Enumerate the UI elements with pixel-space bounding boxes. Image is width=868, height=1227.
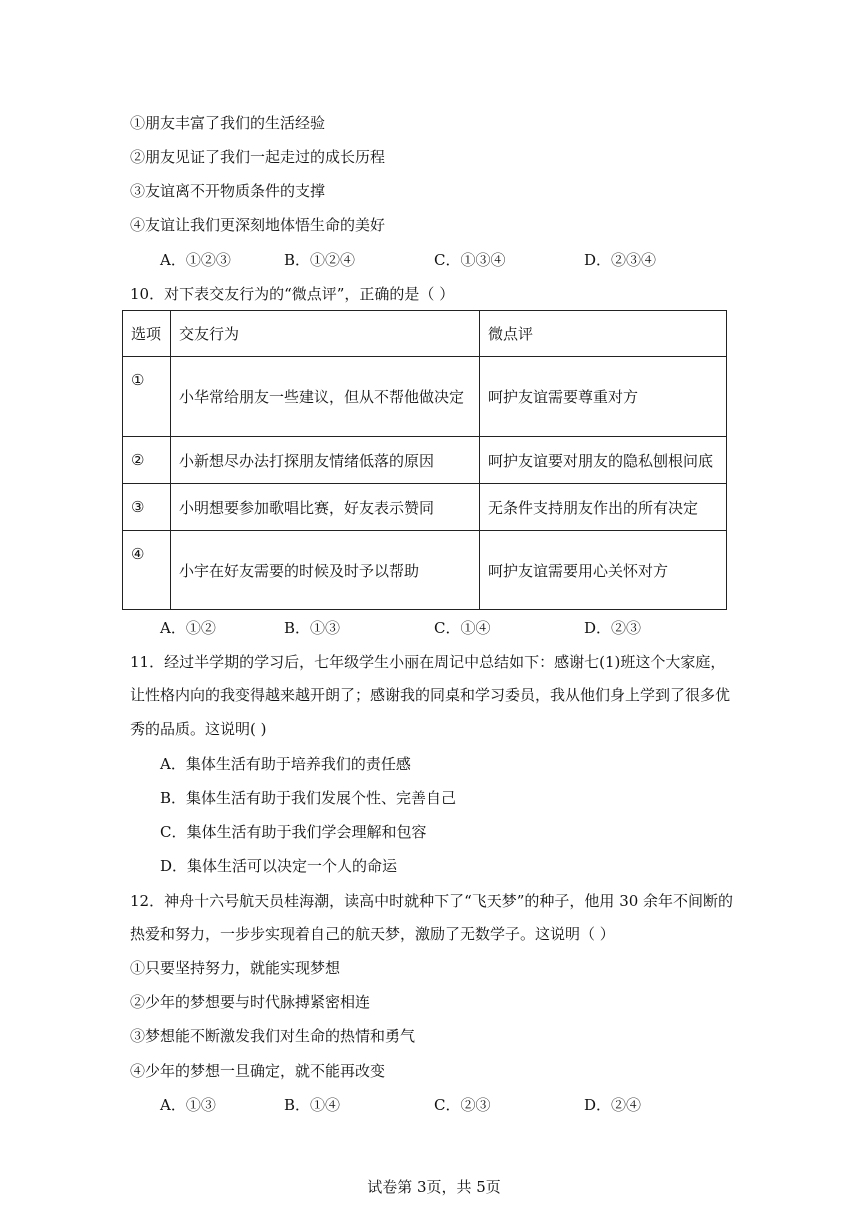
row-index: ②: [123, 437, 171, 484]
q11-stem-line-3: 秀的品质。这说明( ): [130, 720, 267, 738]
header-comment: 微点评: [480, 311, 727, 357]
row-behavior: 小新想尽办法打探朋友情绪低落的原因: [171, 437, 480, 484]
q11-option-b: B．集体生活有助于我们发展个性、完善自己: [160, 789, 457, 807]
q12-option-a: A．①③: [160, 1096, 216, 1114]
q9-statement-2: ②朋友见证了我们一起走过的成长历程: [130, 148, 386, 166]
q12-option-d: D．②④: [584, 1096, 642, 1114]
row-index: ①: [123, 357, 171, 437]
table-row: [123, 357, 727, 437]
q10-stem: 10．对下表交友行为的“微点评”，正确的是（ ）: [130, 285, 455, 303]
table-row: [123, 531, 727, 610]
row-behavior: 小华常给朋友一些建议，但从不帮他做决定: [171, 357, 480, 437]
q9-option-a: A．①②③: [160, 251, 231, 269]
table-row: [123, 437, 727, 484]
row-behavior: 小宇在好友需要的时候及时予以帮助: [171, 531, 480, 610]
row-comment: 呵护友谊要对朋友的隐私刨根问底: [480, 437, 727, 484]
q12-stem-line-1: 12．神舟十六号航天员桂海潮，读高中时就种下了“飞天梦”的种子，他用 30 余年不间断的: [130, 892, 734, 910]
row-comment: 无条件支持朋友作出的所有决定: [480, 484, 727, 531]
q11-option-d: D．集体生活可以决定一个人的命运: [160, 857, 398, 875]
row-behavior: 小明想要参加歌唱比赛，好友表示赞同: [171, 484, 480, 531]
q12-statement-4: ④少年的梦想一旦确定，就不能再改变: [130, 1062, 386, 1080]
q12-option-b: B．①④: [284, 1096, 341, 1114]
q9-option-c: C．①③④: [434, 251, 506, 269]
q10-table: [122, 310, 727, 610]
header-option: 选项: [123, 311, 171, 357]
row-index: ③: [123, 484, 171, 531]
q11-stem-line-1: 11．经过半学期的学习后，七年级学生小丽在周记中总结如下：感谢七(1)班这个大家庭，: [130, 653, 726, 671]
q10-option-a: A．①②: [160, 619, 216, 637]
q12-option-c: C．②③: [434, 1096, 491, 1114]
row-comment: 呵护友谊需要用心关怀对方: [480, 531, 727, 610]
q10-option-b: B．①③: [284, 619, 341, 637]
q12-statement-2: ②少年的梦想要与时代脉搏紧密相连: [130, 993, 371, 1011]
q12-statement-1: ①只要坚持努力，就能实现梦想: [130, 959, 341, 977]
table-row: [123, 484, 727, 531]
q9-statement-3: ③友谊离不开物质条件的支撑: [130, 182, 326, 200]
q11-stem-line-2: 让性格内向的我变得越来越开朗了；感谢我的同桌和学习委员，我从他们身上学到了很多优: [130, 686, 731, 704]
q9-statement-4: ④友谊让我们更深刻地体悟生命的美好: [130, 216, 386, 234]
q12-stem-line-2: 热爱和努力，一步步实现着自己的航天梦，激励了无数学子。这说明（ ）: [130, 925, 615, 943]
q10-option-c: C．①④: [434, 619, 491, 637]
q9-option-d: D．②③④: [584, 251, 657, 269]
table-header-row: [123, 311, 727, 357]
page-footer: 试卷第 3页，共 5页: [367, 1178, 501, 1196]
q9-statement-1: ①朋友丰富了我们的生活经验: [130, 114, 326, 132]
q11-option-a: A．集体生活有助于培养我们的责任感: [160, 755, 411, 773]
q11-option-c: C．集体生活有助于我们学会理解和包容: [160, 823, 427, 841]
q12-statement-3: ③梦想能不断激发我们对生命的热情和勇气: [130, 1027, 416, 1045]
row-index: ④: [123, 531, 171, 610]
row-comment: 呵护友谊需要尊重对方: [480, 357, 727, 437]
q9-option-b: B．①②④: [284, 251, 356, 269]
header-behavior: 交友行为: [171, 311, 480, 357]
q10-option-d: D．②③: [584, 619, 642, 637]
